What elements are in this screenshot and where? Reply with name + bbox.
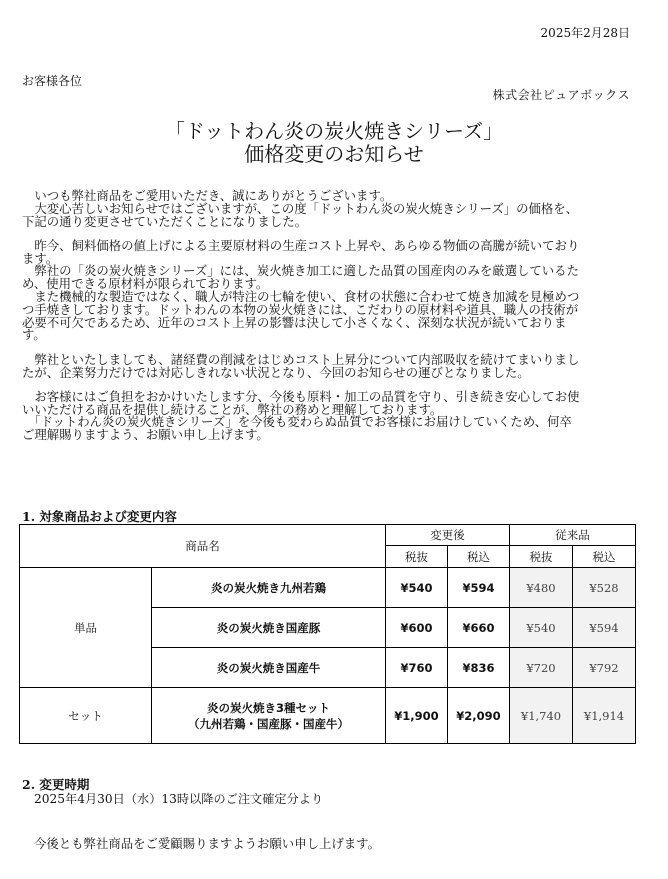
body-line: ます。 [22,250,59,266]
body-line: 弊社といたしましても、諸経費の削減をはじめコスト上昇分について内部吸収を続けてまいりまし [22,351,580,367]
header-new-in-tax: 税込 [448,546,510,568]
body-line: つ手焼きしております。ドットわんの本物の炭火焼きには、こだわりの原材料や道具、職人の技術が [22,301,579,317]
header-old-ex-tax: 税抜 [510,546,573,568]
old-price-ex-tax: ¥720 [510,648,573,688]
set-name-line-1: 炎の炭火焼き3種セット [206,700,330,715]
new-price-in-tax: ¥594 [448,568,510,608]
title-line-2: 価格変更のお知らせ [244,142,424,166]
table-row [20,568,636,608]
body-line: たが、企業努力だけでは対応しきれない状況となり、今回のお知らせの運びとなりました。 [22,364,530,380]
header-new-ex-tax: 税抜 [386,546,448,568]
body-line: 下記の通り変更させていただくことになりました。 [22,213,307,229]
product-name: 炎の炭火焼き九州若鶏 [152,568,386,608]
change-date-text: 2025年4月30日（水）13時以降のご注文確定分より [34,792,324,806]
body-line: す。 [22,327,46,343]
paragraph-4 [22,388,634,443]
paragraph-2 [22,237,634,343]
body-line: いつも弊社商品をご愛用いただき、誠にありがとうございます。 [22,188,393,203]
old-price-ex-tax: ¥480 [510,568,573,608]
table-row-set [20,688,636,744]
product-name: 炎の炭火焼き国産豚 [152,608,386,648]
section-2-heading: 2. 変更時期 [22,777,90,792]
new-price-ex-tax: ¥540 [386,568,448,608]
body-line: ご理解賜りますよう、お願い申し上げます。 [22,427,269,443]
section-1-heading: 1. 対象商品および変更内容 [22,509,177,524]
closing-text: 今後とも弊社商品をご愛顧賜りますようお願い申し上げます。 [34,836,380,851]
body-line: 大変心苦しいお知らせではございますが、この度「ドットわん炎の炭火焼きシリーズ」の価格を、 [22,200,579,216]
paragraph-1 [22,190,634,228]
product-name: 炎の炭火焼き国産牛 [152,648,386,688]
document-date: 2025年2月28日 [540,26,630,40]
body-line: また機械的な製造ではなく、職人が特注の七輪を使い、食材の状態に合わせて焼き加減を見極めつ [22,289,580,305]
addressee: お客様各位 [22,74,83,88]
header-product-name: 商品名 [20,525,386,568]
body-line: 必要不可欠であるため、近年のコスト上昇の影響は決して小さくなく、深刻な状況が続いておりま [22,314,567,330]
body-line: め、使用できる原材料が限られております。 [22,276,269,292]
old-price-in-tax: ¥792 [573,648,636,688]
table-header-row [20,525,636,546]
old-price-in-tax: ¥1,914 [573,688,636,744]
new-price-ex-tax: ¥760 [386,648,448,688]
new-price-ex-tax: ¥1,900 [386,688,448,744]
body-line: いいただける商品を提供し続けることが、弊社の務めと理解しております。 [22,401,443,417]
category-single: 単品 [20,568,152,688]
old-price-in-tax: ¥528 [573,568,636,608]
paragraph-3 [22,351,634,380]
new-price-in-tax: ¥2,090 [448,688,510,744]
header-new-price: 変更後 [386,525,510,546]
body-line: 昨今、飼料価格の値上げによる主要原材料の生産コスト上昇や、あらゆる物価の高騰が続いており [22,237,580,253]
body-line: お客様にはご負担をおかけいたします分、今後も原料・加工の品質を守り、引き続き安心してお使 [22,388,580,404]
set-name-line-2: （九州若鶏・国産豚・国産牛） [188,716,349,731]
title-line-1: 「ドットわん炎の炭火焼きシリーズ」 [164,119,504,143]
old-price-ex-tax: ¥540 [510,608,573,648]
body-text [22,190,634,442]
category-set: セット [20,688,152,744]
body-line: 弊社の「炎の炭火焼きシリーズ」には、炭火焼き加工に適した品質の国産肉のみを厳選しているた [22,263,579,279]
price-table [19,524,636,744]
new-price-in-tax: ¥836 [448,648,510,688]
old-price-ex-tax: ¥1,740 [510,688,573,744]
header-old-price: 従来品 [510,525,636,546]
document-title [0,120,668,166]
new-price-in-tax: ¥660 [448,608,510,648]
company-name: 株式会社ピュアボックス [492,88,630,102]
set-product-name [152,688,386,744]
body-line: 「ドットわん炎の炭火焼きシリーズ」を今後も変わらぬ品質でお客様にお届けしていくため、何卒 [22,414,572,430]
header-old-in-tax: 税込 [573,546,636,568]
old-price-in-tax: ¥594 [573,608,636,648]
new-price-ex-tax: ¥600 [386,608,448,648]
